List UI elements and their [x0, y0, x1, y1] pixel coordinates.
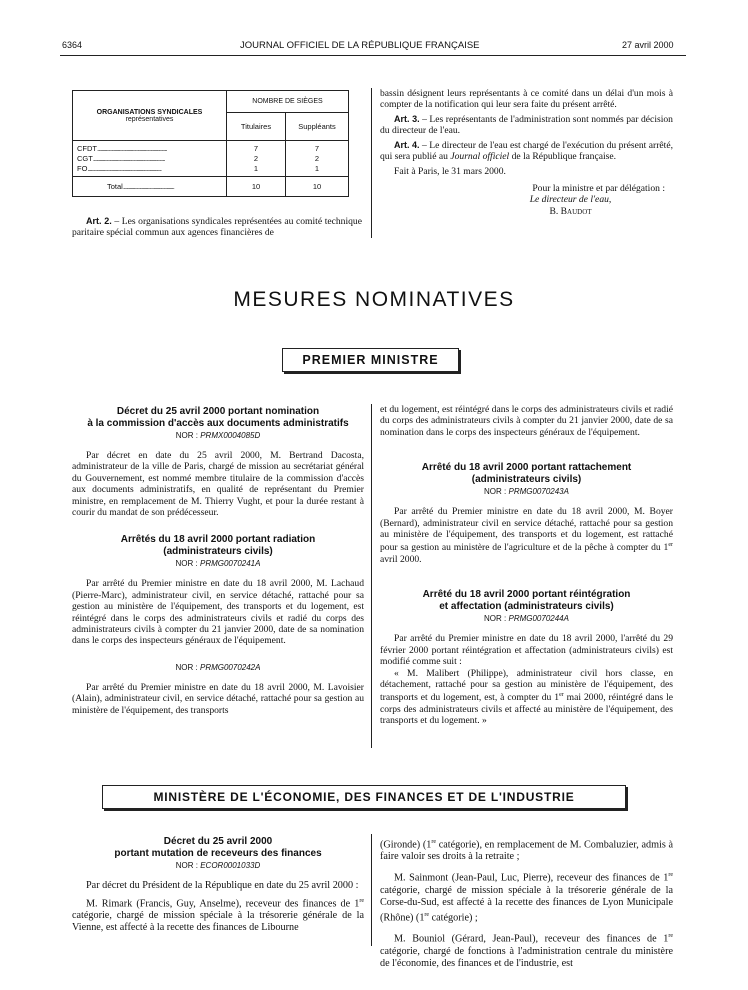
col-organisations-label: ORGANISATIONS SYNDICALES [96, 108, 203, 116]
col-organisations-header [73, 91, 227, 141]
rattachement-text: Par arrêté du Premier ministre en date du 18 avril 2000, M. Boyer (Bernard), administrateur civil en service détaché, rattaché pour sa gestion au ministère de l'équipement, des transports et du logement, est rattaché pour sa gestion au ministère de l'agriculture et de la pêche à compter du 1er avril 2000. [380, 506, 673, 566]
radiation-title-2: (administrateurs civils) [163, 545, 273, 557]
col-titulaires-header: Titulaires [227, 113, 286, 141]
issue-date: 27 avril 2000 [622, 40, 674, 50]
premier-ministre-title: PREMIER MINISTRE [302, 353, 439, 367]
header-rule [60, 55, 686, 56]
mutation-intro: Par décret du Président de la République en date du 25 avril 2000 : [86, 880, 359, 891]
ministere-title: MINISTÈRE DE L'ÉCONOMIE, DES FINANCES ET DE L'INDUSTRIE [153, 790, 575, 804]
seats-table [72, 90, 349, 197]
article-2: Art. 2. – Les organisations syndicales représentées au comité technique paritaire spécial commun aux agences financières de [72, 216, 362, 239]
suppleants-values: 7 2 1 [286, 141, 349, 177]
signature-line-3: B. Baudot [549, 205, 592, 217]
section-title: MESURES NOMINATIVES [233, 288, 515, 311]
mutation-sainmont: M. Sainmont (Jean-Paul, Luc, Pierre), receveur des finances de 1re catégorie, chargé de mission spéciale à la trésorerie générale de la Corse-du-Sud, est affecté à la recette des finances de Lyon Municipale (Rhône) (1re catégorie) ; [380, 872, 673, 924]
page-number: 6364 [62, 40, 83, 50]
decret-nor: NOR : PRMX0004085D [175, 431, 261, 440]
table-row: FO.................................................................... [77, 164, 162, 173]
titulaires-values: 7 2 1 [227, 141, 286, 177]
premier-ministre-box [282, 348, 459, 372]
reintegration-text-2: « M. Malibert (Philippe), administrateur civil hors classe, en détachement, rattaché pour sa gestion au ministère de l'équipement, des transports et du logement, est, à compter du 1er mai 2000, réintégré dans le corps des administrateurs civils et affecté au ministère de l'équipement, des transports et du logement. » [380, 667, 673, 727]
mutation-title-1: Décret du 25 avril 2000 [163, 836, 273, 847]
pm-left-column [72, 406, 364, 716]
decret-title-1: Décret du 25 avril 2000 portant nomination [116, 406, 320, 417]
group-header-sieges: NOMBRE DE SIÈGES [227, 91, 349, 113]
fait-a-paris: Fait à Paris, le 31 mars 2000. [394, 166, 506, 178]
mutation-rimark: M. Rimark (Francis, Guy, Anselme), receveur des finances de 1re catégorie, chargé de mission spéciale à la trésorerie générale de la Vienne, est affecté à la recette des finances de Libourne [72, 898, 364, 934]
article-2-continued: bassin désignent leurs représentants à ce comité dans un délai d'un mois à compter de la notification qui leur sera faite du présent arrêté. [380, 88, 673, 111]
signature-line-2: Le directeur de l'eau, [529, 194, 612, 206]
column-divider-top [371, 88, 372, 238]
table-row: CGT.................................................................. [77, 154, 165, 163]
mutation-rimark-continued: (Gironde) (1re catégorie), en remplacement de M. Combaluzier, admis à faire valoir ses droits à la retraite ; [380, 839, 674, 863]
top-right-column [380, 88, 673, 217]
table-row: CFDT................................................................ [77, 144, 167, 153]
reintegration-nor: NOR : PRMG0070244A [484, 614, 569, 624]
total-suppleants: 10 [286, 177, 349, 197]
col-representatives-label: représentatives [125, 115, 174, 123]
radiation-nor-2: NOR : PRMG0070242A [175, 662, 261, 672]
radiation-title-1: Arrêtés du 18 avril 2000 portant radiation [120, 534, 316, 546]
decret-text: Par décret en date du 25 avril 2000, M. Bertrand Dacosta, administrateur de la ville de Paris, chargé de mission au secrétariat général du Gouvernement, est nommé membre titulaire de la commission d'accès aux documents administratifs, en qualité de représentant du Premier ministre, en remplacement de M. Thierry Vught, et pour la durée restant à courir du mandat de son prédécesseur. [72, 450, 364, 519]
reintegration-text-1: Par arrêté du Premier ministre en date du 18 avril 2000, l'arrêté du 29 février 2000 portant réintégration et affectation (administrateurs civils) est modifié comme suit : [380, 633, 673, 668]
ministere-right-column [380, 836, 673, 970]
radiation-nor-1: NOR : PRMG0070241A [175, 559, 261, 569]
journal-title: JOURNAL OFFICIEL DE LA RÉPUBLIQUE FRANÇAISE [240, 40, 480, 51]
decret-title-2: à la commission d'accès aux documents administratifs [87, 417, 349, 429]
mutation-bouniol: M. Bouniol (Gérard, Jean-Paul), receveur des finances de 1re catégorie, chargé de fonctions à l'administration centrale du ministère de l'économie, des finances et de l'industrie, est [380, 933, 673, 969]
article-4: Art. 4. – Le directeur de l'eau est chargé de l'exécution du présent arrêté, qui sera publié au Journal officiel de la République française. [380, 139, 673, 163]
mutation-nor: NOR : ECOR0001033D [175, 861, 261, 870]
column-divider-middle [371, 404, 372, 748]
radiation-text-2-continued: et du logement, est réintégré dans le corps des administrateurs civils et radié du corps des administrateurs civils à compter du 21 janvier 2000, date de sa nomination dans le corps des inspecteurs généraux de l'équipement. [380, 404, 673, 438]
signature-line-1: Pour la ministre et par délégation : [532, 182, 665, 194]
rattachement-nor: NOR : PRMG0070243A [484, 487, 569, 497]
reintegration-title-2: et affectation (administrateurs civils) [439, 600, 614, 612]
rattachement-title-2: (administrateurs civils) [471, 473, 582, 485]
rattachement-title-1: Arrêté du 18 avril 2000 portant rattachement [421, 462, 632, 474]
mutation-title-2: portant mutation de receveurs des finances [114, 847, 322, 859]
org-list-cell [73, 141, 227, 177]
column-divider-bottom [371, 834, 372, 946]
col-suppleants-header: Suppléants [286, 113, 349, 141]
article-3: Art. 3. – Les représentants de l'administration sont nommés par décision du directeur de l'eau. [380, 113, 673, 137]
reintegration-title-1: Arrêté du 18 avril 2000 portant réintégration [422, 589, 631, 601]
radiation-text-2: Par arrêté du Premier ministre en date du 18 avril 2000, M. Lavoisier (Alain), administrateur civil, en service détaché, rattaché pour sa gestion au ministère de l'équipement, des transports [72, 681, 364, 716]
pm-right-column [380, 404, 673, 727]
ministere-box [102, 785, 626, 809]
total-titulaires: 10 [227, 177, 286, 197]
radiation-text-1: Par arrêté du Premier ministre en date du 18 avril 2000, M. Lachaud (Pierre-Marc), administrateur civil, en service détaché, rattaché pour sa gestion au ministère de l'équipement, des transports et du logement, est réintégré dans le corps des administrateurs civils et radié du corps des administrateurs civils à compter du 21 janvier 2000, date de sa nomination dans le corps des inspecteurs généraux de l'équipement. [72, 578, 364, 647]
total-row-label: Total............................................... [73, 177, 227, 197]
ministere-left-column [72, 836, 364, 934]
